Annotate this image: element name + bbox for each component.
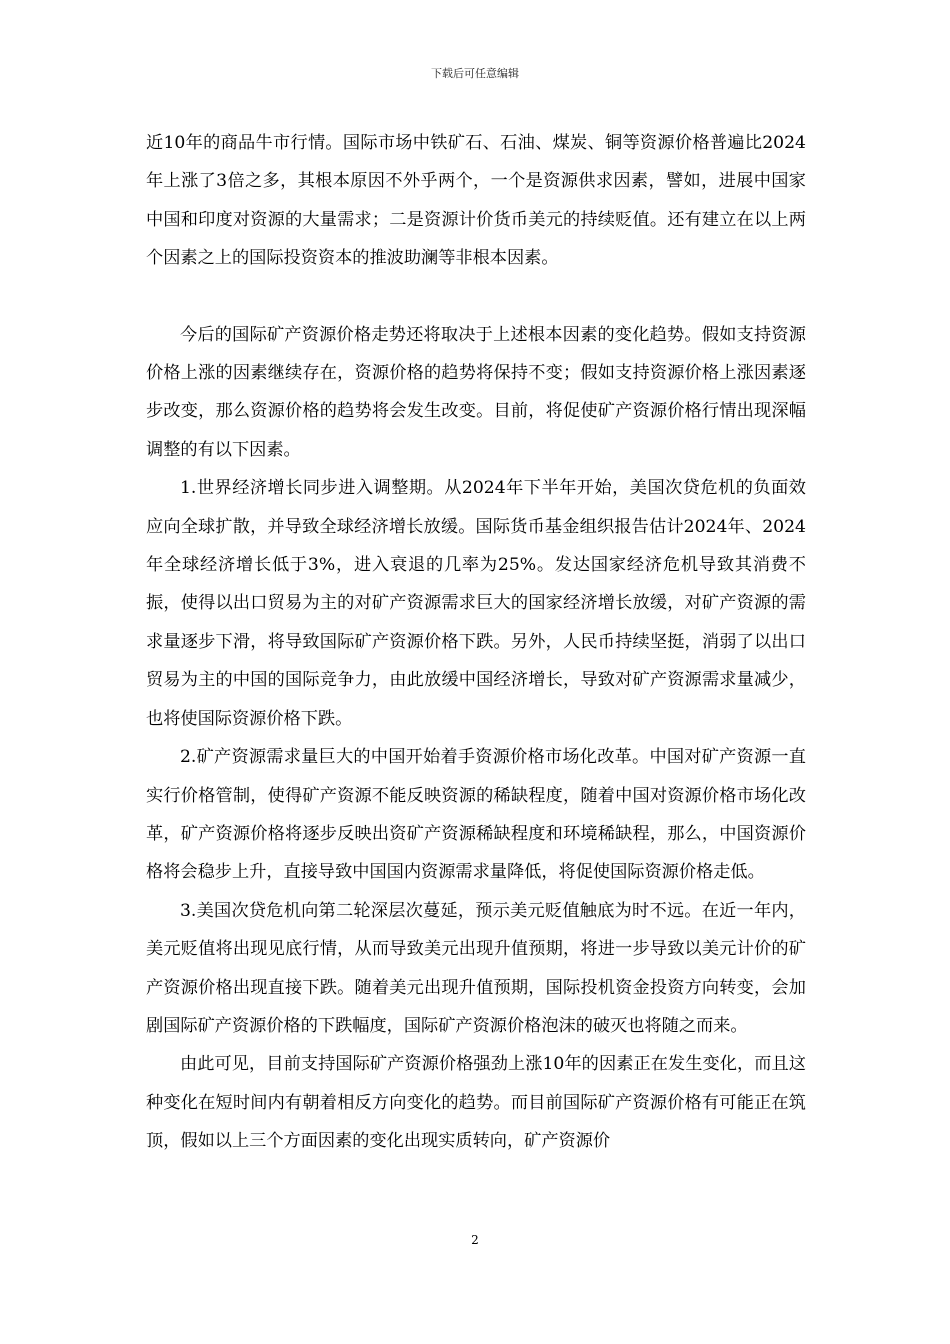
page-header: 下载后可任意编辑 — [431, 67, 519, 80]
document-body — [146, 124, 806, 1161]
paragraph-factor-3: 3.美国次贷危机向第二轮深层次蔓延，预示美元贬值触底为时不远。在近一年内，美元贬值将出现见底行情，从而导致美元出现升值预期，将进一步导致以美元计价的矿产资源价格出现直接下跌。随着美元出现升值预期，国际投机资金投资方向转变，会加剧国际矿产资源价格的下跌幅度，国际矿产资源价格泡沫的破灭也将随之而来。 — [146, 900, 806, 1036]
page-number: 2 — [471, 1233, 479, 1247]
paragraph-factor-1: 1.世界经济增长同步进入调整期。从2024年下半年开始，美国次贷危机的负面效应向全球扩散，并导致全球经济增长放缓。国际货币基金组织报告估计2024年、2024年全球经济增长低于3%，进入衰退的几率为25%。发达国家经济危机导致其消费不振，使得以出口贸易为主的对矿产资源需求巨大的国家经济增长放缓，对矿产资源的需求量逐步下滑，将导致国际矿产资源价格下跌。另外，人民币持续坚挺，消弱了以出口贸易为主的中国的国际竞争力，由此放缓中国经济增长，导致对矿产资源需求量减少，也将使国际资源价格下跌。 — [146, 478, 806, 729]
paragraph-continuation: 近10年的商品牛市行情。国际市场中铁矿石、石油、煤炭、铜等资源价格普遍比2024年上涨了3倍之多，其根本原因不外乎两个，一个是资源供求因素，譬如，进展中国家中国和印度对资源的大量需求；二是资源计价货币美元的持续贬值。还有建立在以上两个因素之上的国际投资资本的推波助澜等非根本因素。 — [146, 133, 806, 269]
paragraph-conclusion: 由此可见，目前支持国际矿产资源价格强劲上涨10年的因素正在发生变化，而且这种变化在短时间内有朝着相反方向变化的趋势。而目前国际矿产资源价格有可能正在筑顶，假如以上三个方面因素的变化出现实质转向，矿产资源价 — [146, 1054, 806, 1152]
paragraph-factor-2: 2.矿产资源需求量巨大的中国开始着手资源价格市场化改革。中国对矿产资源一直实行价格管制，使得矿产资源不能反映资源的稀缺程度，随着中国对资源价格市场化改革，矿产资源价格将逐步反映出资矿产资源稀缺程度和环境稀缺程，那么，中国资源价格将会稳步上升，直接导致中国国内资源需求量降低，将促使国际资源价格走低。 — [146, 747, 806, 883]
paragraph-outlook: 今后的国际矿产资源价格走势还将取决于上述根本因素的变化趋势。假如支持资源价格上涨的因素继续存在，资源价格的趋势将保持不变；假如支持资源价格上涨因素逐步改变，那么资源价格的趋势将会发生改变。目前，将促使矿产资源价格行情出现深幅调整的有以下因素。 — [146, 324, 806, 460]
